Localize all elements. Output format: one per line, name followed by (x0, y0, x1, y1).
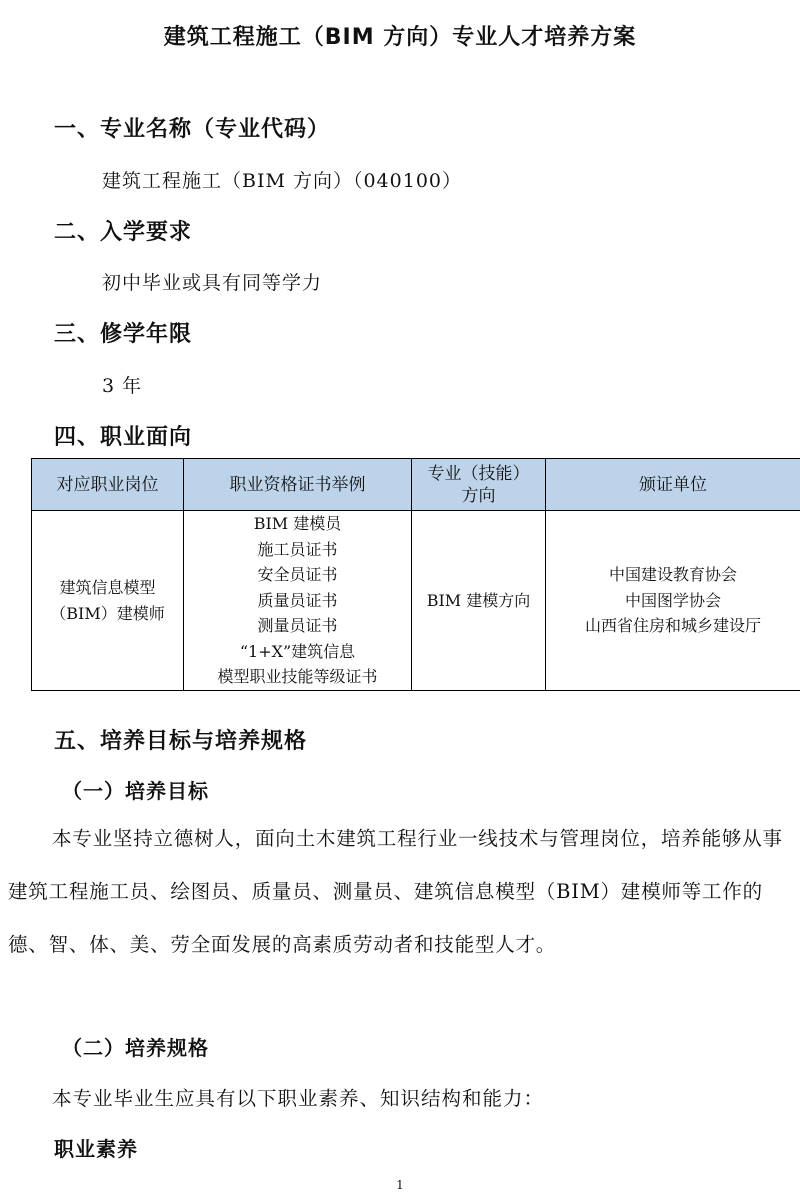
issuer-item: 山西省住房和城乡建设厅 (584, 616, 761, 636)
objective-paragraph (8, 812, 798, 971)
document-title: 建筑工程施工（BIM 方向）专业人才培养方案 (163, 25, 637, 50)
section-2-content: 初中毕业或具有同等学力 (102, 272, 323, 294)
spec-paragraph: 本专业毕业生应具有以下职业素养、知识结构和能力： (52, 1087, 545, 1110)
header-certificates: 职业资格证书举例 (184, 459, 412, 511)
professional-quality-heading: 职业素养 (54, 1137, 138, 1161)
career-table (31, 458, 800, 691)
subsection-2-heading: （二）培养规格 (62, 1036, 209, 1060)
section-4-heading: 四、职业面向 (54, 425, 193, 450)
header-direction-line1: 专业（技能） (427, 463, 530, 484)
career-table-header-row (32, 459, 800, 511)
header-direction-line2: 方向 (461, 485, 496, 506)
section-3-heading: 三、修学年限 (54, 322, 193, 347)
header-direction (412, 459, 546, 511)
certificate-item: 质量员证书 (257, 590, 338, 610)
certificate-item: BIM 建模员 (253, 514, 342, 534)
position-line1: 建筑信息模型 (59, 578, 156, 597)
certificate-item: 安全员证书 (257, 565, 338, 585)
objective-paragraph-text: 本专业坚持立德树人，面向土木建筑工程行业一线技术与管理岗位，培养能够从事建筑工程施工员、绘图员、质量员、测量员、建筑信息模型（BIM）建模师等工作的德、智、体、美、劳全面发展的高素质劳动者和技能型人才。 (8, 827, 783, 956)
certificate-item: 模型职业技能等级证书 (217, 667, 378, 687)
career-table-row (32, 511, 800, 691)
header-position: 对应职业岗位 (32, 459, 184, 511)
section-1-content: 建筑工程施工（BIM 方向）（040100） (102, 170, 462, 192)
issuer-item: 中国图学协会 (624, 590, 721, 610)
header-issuer: 颁证单位 (546, 459, 800, 511)
certificate-item: 测量员证书 (257, 616, 338, 636)
issuer-item: 中国建设教育协会 (608, 565, 737, 585)
section-3-content: 3 年 (102, 375, 143, 397)
subsection-1-heading: （一）培养目标 (62, 779, 209, 803)
cell-issuers (546, 511, 800, 691)
cell-certificates (184, 511, 412, 691)
position-line2: （BIM）建模师 (50, 603, 165, 623)
certificate-item: 施工员证书 (257, 539, 338, 559)
section-5-heading: 五、培养目标与培养规格 (54, 729, 308, 754)
page-number: 1 (396, 1178, 404, 1192)
section-2-heading: 二、入学要求 (54, 220, 193, 245)
cell-direction: BIM 建模方向 (412, 511, 546, 691)
cell-position (32, 511, 184, 691)
section-1-heading: 一、专业名称（专业代码） (54, 117, 331, 142)
certificate-item: “1+X”建筑信息 (239, 641, 356, 661)
